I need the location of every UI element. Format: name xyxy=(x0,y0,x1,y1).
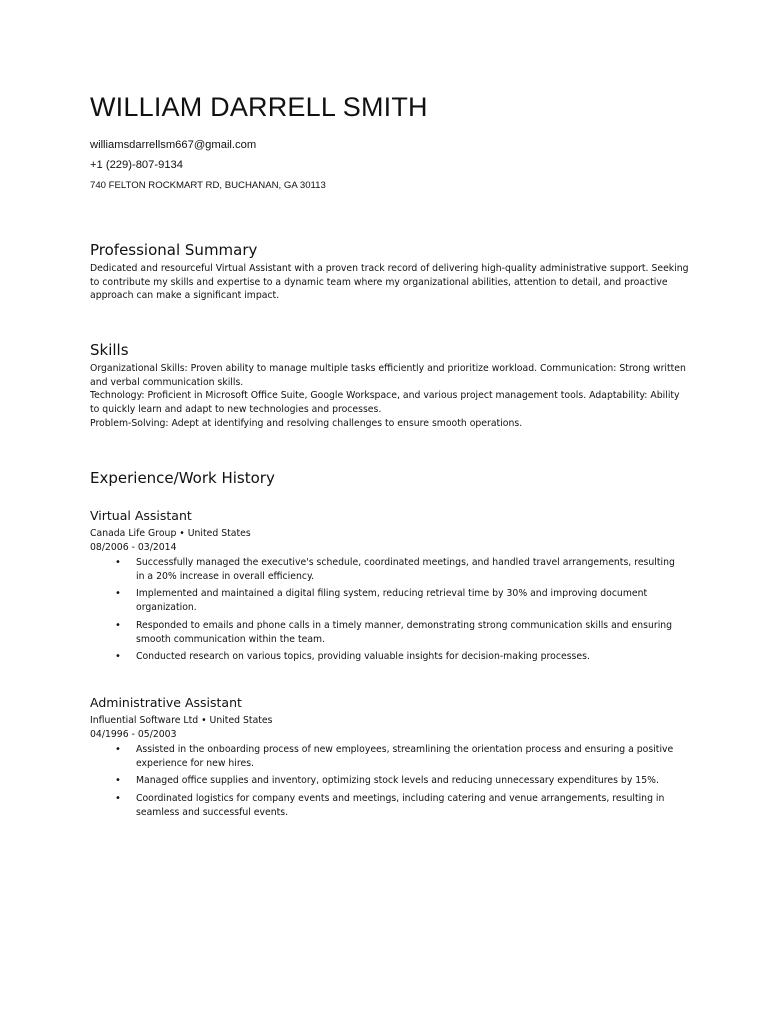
bullet-text: Coordinated logistics for company events and meetings, including catering and venue arrangements, resulting in seamless and successful events. xyxy=(136,793,665,818)
summary-paragraph: Dedicated and resourceful Virtual Assistant with a proven track record of delivering high-quality administrative support. Seeking to contribute my skills and expertise to a dynamic team where my organizational abilities, attention to detail, and proactive approach can make a significant impact. xyxy=(90,263,689,302)
phone-number: +1 (229)-807-9134 xyxy=(90,159,183,171)
skills-line: Organizational Skills: Proven ability to manage multiple tasks efficiently and prioritize workload. Communication: Strong written and verbal communication skills. xyxy=(90,363,686,388)
bullet-icon: • xyxy=(115,775,121,787)
bullet-icon: • xyxy=(115,793,121,805)
bullet-text: Managed office supplies and inventory, optimizing stock levels and reducing unnecessary expenditures by 15%. xyxy=(136,775,659,787)
list-item xyxy=(90,743,680,770)
skills-line: Problem-Solving: Adept at identifying and resolving challenges to ensure smooth operations. xyxy=(90,417,523,429)
bullet-text: Assisted in the onboarding process of new employees, streamlining the orientation process and ensuring a positive experience for new hires. xyxy=(136,744,674,769)
job-title: Administrative Assistant xyxy=(90,695,242,710)
bullet-icon: • xyxy=(115,619,121,631)
bullet-text: Responded to emails and phone calls in a timely manner, demonstrating strong communication skills and ensuring smooth communication within the team. xyxy=(136,619,673,645)
skills-heading: Skills xyxy=(90,341,129,359)
job-company: Canada Life Group • United States xyxy=(90,528,251,539)
job-meta xyxy=(90,714,272,741)
candidate-name: WILLIAM DARRELL SMITH xyxy=(90,92,428,122)
job-dates: 04/1996 - 05/2003 xyxy=(90,728,177,740)
mailing-address: 740 FELTON ROCKMART RD, BUCHANAN, GA 30113 xyxy=(90,180,326,191)
bullet-text: Conducted research on various topics, providing valuable insights for decision-making processes. xyxy=(136,651,590,663)
job-title: Virtual Assistant xyxy=(90,508,192,523)
summary-text xyxy=(90,262,690,303)
list-item xyxy=(90,619,680,646)
skills-line: Technology: Proficient in Microsoft Office Suite, Google Workspace, and various project management tools. Adaptability: Ability to quickly learn and adapt to new technologies and processes. xyxy=(90,390,680,416)
list-item xyxy=(90,650,680,664)
bullet-icon: • xyxy=(115,651,121,663)
bullet-text: Successfully managed the executive's schedule, coordinated meetings, and handled travel arrangements, resulting in a 20% increase in overall efficiency. xyxy=(136,557,675,582)
job-company: Influential Software Ltd • United States xyxy=(90,715,273,726)
job-responsibilities xyxy=(90,743,680,824)
experience-heading: Experience/Work History xyxy=(90,469,275,487)
email-address: williamsdarrellsm667@gmail.com xyxy=(90,139,257,151)
job-dates: 08/2006 - 03/2014 xyxy=(90,541,177,553)
bullet-icon: • xyxy=(115,744,121,755)
job-responsibilities xyxy=(90,556,680,668)
bullet-text: Implemented and maintained a digital filing system, reducing retrieval time by 30% and improving document organization. xyxy=(136,588,648,614)
job-meta xyxy=(90,527,251,554)
list-item xyxy=(90,792,680,819)
list-item xyxy=(90,587,680,614)
list-item xyxy=(90,774,680,788)
bullet-icon: • xyxy=(115,588,121,600)
list-item xyxy=(90,556,680,583)
bullet-icon: • xyxy=(115,557,121,568)
summary-heading: Professional Summary xyxy=(90,241,258,259)
skills-list xyxy=(90,362,690,431)
